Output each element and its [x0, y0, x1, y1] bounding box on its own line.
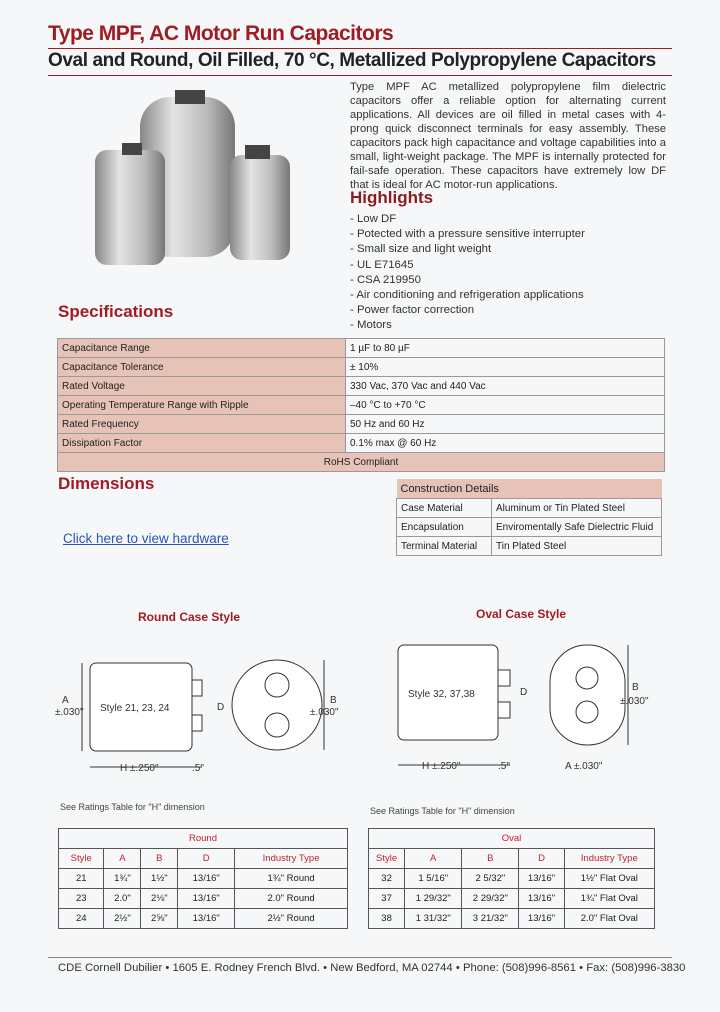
svg-text:H ±.250": H ±.250" [422, 761, 461, 772]
table-row: Dissipation Factor 0.1% max @ 60 Hz [58, 434, 665, 453]
table-row: 32 1 5/16" 2 5/32" 13/16" 1½" Flat Oval [369, 869, 655, 889]
svg-text:Style 21, 23, 24: Style 21, 23, 24 [100, 703, 170, 714]
svg-text:D: D [520, 687, 528, 698]
table-row: 38 1 31/32" 3 21/32" 13/16" 2.0" Flat Oval [369, 909, 655, 929]
table-row: Rated Frequency 50 Hz and 60 Hz [58, 415, 665, 434]
table-row: Encapsulation Enviromentally Safe Dielectric Fluid [397, 518, 662, 537]
table-row: Operating Temperature Range with Ripple –40 °C to +70 °C [58, 396, 665, 415]
highlights-heading: Highlights [350, 188, 434, 207]
list-item: - Motors [350, 319, 392, 332]
oval-case-caption: Oval Case Style [476, 607, 567, 621]
table-row: Terminal Material Tin Plated Steel [397, 537, 662, 556]
list-item: - UL E71645 [350, 258, 414, 271]
svg-text:A: A [62, 695, 69, 706]
footer-divider [48, 957, 672, 958]
round-note: See Ratings Table for "H" dimension [60, 802, 205, 812]
highlights-list [350, 212, 585, 334]
svg-text:B: B [330, 695, 337, 706]
construction-details-table: Construction Details Case Material Aluminum or Tin Plated Steel Encapsulation Enviromentally Safe Dielectric Fluid Terminal Material Tin Plated Steel [396, 479, 662, 556]
svg-text:.5": .5" [192, 763, 204, 774]
list-item: - CSA 219950 [350, 273, 421, 286]
page-subtitle: Oval and Round, Oil Filled, 70 °C, Metallized Polypropylene Capacitors [48, 50, 656, 71]
svg-text:A ±.030": A ±.030" [565, 761, 603, 772]
table-row: 23 2.0" 2⅛" 13/16" 2.0" Round [59, 889, 348, 909]
list-item: - Potected with a pressure sensitive interrupter [350, 228, 585, 241]
table-row: RoHS Compliant [58, 453, 665, 472]
product-description: Type MPF AC metallized polypropylene film dielectric capacitors offer a reliable option for alternating current applications. All devices are oil filled in metal cases with 4-prong quick disconnect terminals for easy assembly. These capacitors pack high capacitance and voltage capabilities into a small, light-weight package. The MPF is internally protected for fail-safe operation. These capacitors have extremely low DF that is ideal for AC motor-run applications. [350, 81, 666, 191]
round-case-diagram [52, 655, 347, 780]
table-row: Capacitance Range 1 µF to 80 µF [58, 339, 665, 358]
table-row: 24 2½" 2⅝" 13/16" 2½" Round [59, 909, 348, 929]
oval-note: See Ratings Table for "H" dimension [370, 806, 515, 816]
table-row: Rated Voltage 330 Vac, 370 Vac and 440 Vac [58, 377, 665, 396]
view-hardware-link[interactable]: Click here to view hardware [63, 531, 229, 546]
specifications-heading: Specifications [58, 302, 174, 321]
subtitle-divider [48, 75, 672, 76]
capacitor-product-photo [70, 85, 310, 270]
svg-text:±.030": ±.030" [620, 696, 649, 707]
table-row: 21 1¾" 1½" 13/16" 1¾" Round [59, 869, 348, 889]
company-footer: CDE Cornell Dubilier • 1605 E. Rodney French Blvd. • New Bedford, MA 02744 • Phone: (508)996-8561 • Fax: (508)996-3830 [58, 962, 686, 974]
list-item: - Air conditioning and refrigeration applications [350, 289, 584, 302]
round-dimensions-table: Round Style A B D Industry Type 21 1¾" 1½" 13/16" 1¾" Round 23 2.0" 2⅛" 13/16" 2.0" Round 24 2½" 2⅝" 13/16" 2½" Round [58, 828, 348, 929]
svg-text:±.030": ±.030" [55, 707, 84, 718]
specifications-table [57, 338, 665, 472]
oval-dimensions-table: Oval Style A B D Industry Type 32 1 5/16" 2 5/32" 13/16" 1½" Flat Oval 37 1 29/32" 2 29/32" 13/16" 1¾" Flat Oval 38 1 31/32" 3 21/32" 13/16" 2.0" Flat Oval [368, 828, 655, 929]
oval-case-diagram [370, 640, 670, 775]
svg-text:H ±.250": H ±.250" [120, 763, 159, 774]
dimensions-heading: Dimensions [58, 474, 155, 493]
svg-text:±.030": ±.030" [310, 707, 339, 718]
list-item: - Power factor correction [350, 304, 475, 317]
svg-text:B: B [632, 682, 639, 693]
svg-text:.5": .5" [498, 761, 510, 772]
page-title: Type MPF, AC Motor Run Capacitors [48, 22, 394, 45]
list-item: - Low DF [350, 213, 397, 225]
table-row: 37 1 29/32" 2 29/32" 13/16" 1¾" Flat Oval [369, 889, 655, 909]
table-row: Case Material Aluminum or Tin Plated Steel [397, 499, 662, 518]
title-divider [48, 48, 672, 49]
svg-text:D: D [217, 702, 225, 713]
table-row: Capacitance Tolerance ± 10% [58, 358, 665, 377]
list-item: - Small size and light weight [350, 243, 492, 256]
round-case-caption: Round Case Style [138, 610, 241, 624]
svg-text:Style 32, 37,38: Style 32, 37,38 [408, 689, 475, 700]
